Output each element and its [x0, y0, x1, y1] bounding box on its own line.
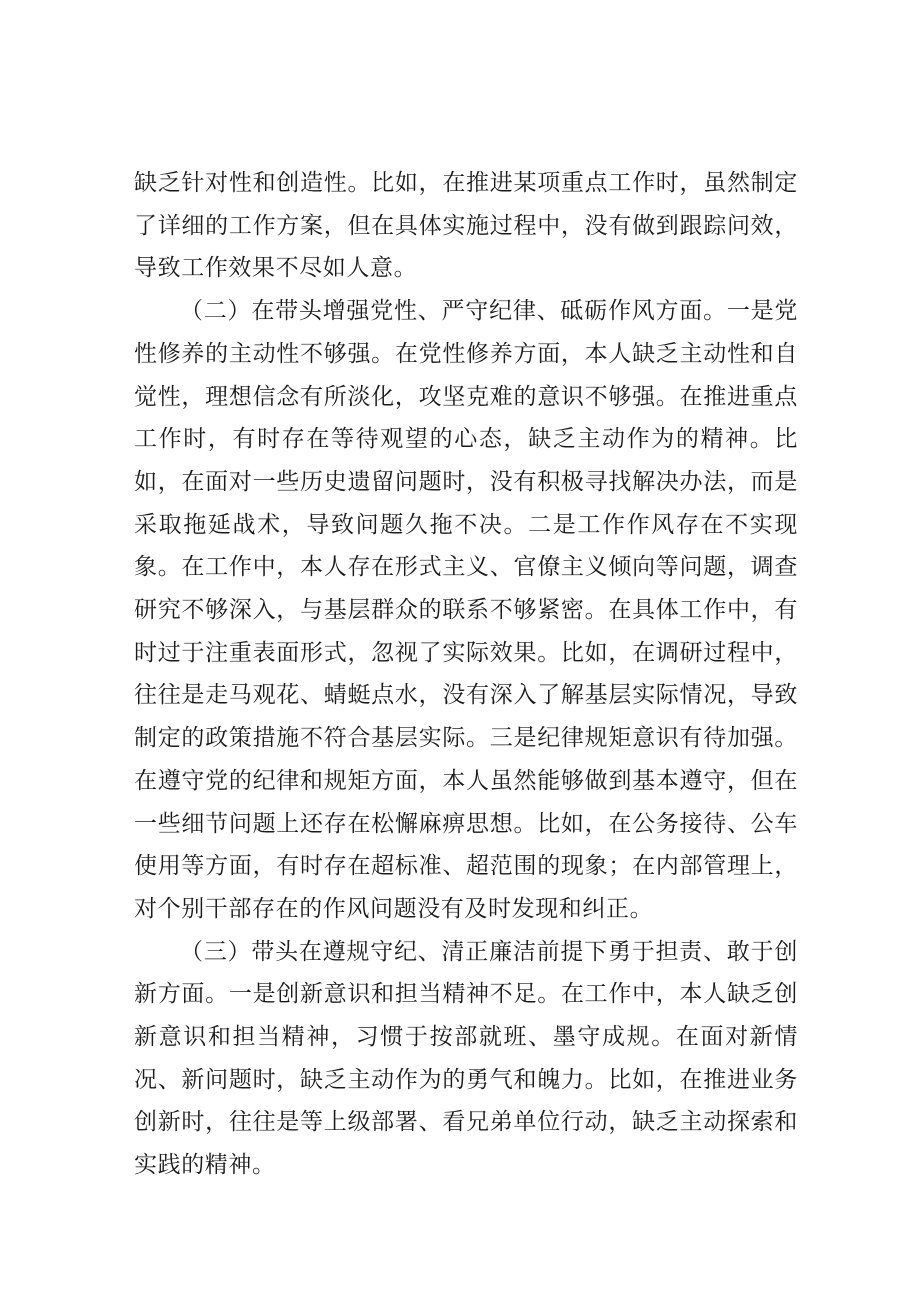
paragraph-continuation: 缺乏针对性和创造性。比如，在推进某项重点工作时，虽然制定了详细的工作方案，但在具体实施过程中，没有做到跟踪问效，导致工作效果不尽如人意。	[134, 170, 798, 282]
paragraph-section-two: （二）在带头增强党性、严守纪律、砥砺作风方面。一是党性修养的主动性不够强。在党性修养方面，本人缺乏主动性和自觉性，理想信念有所淡化，攻坚克难的意识不够强。在推进重点工作时，有时存在等待观望的心态，缺乏主动作为的精神。比如，在面对一些历史遗留问题时，没有积极寻找解决办法，而是采取拖延战术，导致问题久拖不决。二是工作作风存在不实现象。在工作中，本人存在形式主义、官僚主义倾向等问题，调查研究不够深入，与基层群众的联系不够紧密。在具体工作中，有时过于注重表面形式，忽视了实际效果。比如，在调研过程中，往往是走马观花、蜻蜓点水，没有深入了解基层实际情况，导致制定的政策措施不符合基层实际。三是纪律规矩意识有待加强。在遵守党的纪律和规矩方面，本人虽然能够做到基本遵守，但在一些细节问题上还存在松懈麻痹思想。比如，在公务接待、公车使用等方面，有时存在超标准、超范围的现象；在内部管理上，对个别干部存在的作风问题没有及时发现和纠正。	[134, 298, 798, 922]
document-body	[134, 162, 798, 1187]
paragraph-section-three: （三）带头在遵规守纪、清正廉洁前提下勇于担责、敢于创新方面。一是创新意识和担当精神不足。在工作中，本人缺乏创新意识和担当精神，习惯于按部就班、墨守成规。在面对新情况、新问题时，缺乏主动作为的勇气和魄力。比如，在推进业务创新时，往往是等上级部署、看兄弟单位行动，缺乏主动探索和实践的精神。	[134, 938, 798, 1179]
